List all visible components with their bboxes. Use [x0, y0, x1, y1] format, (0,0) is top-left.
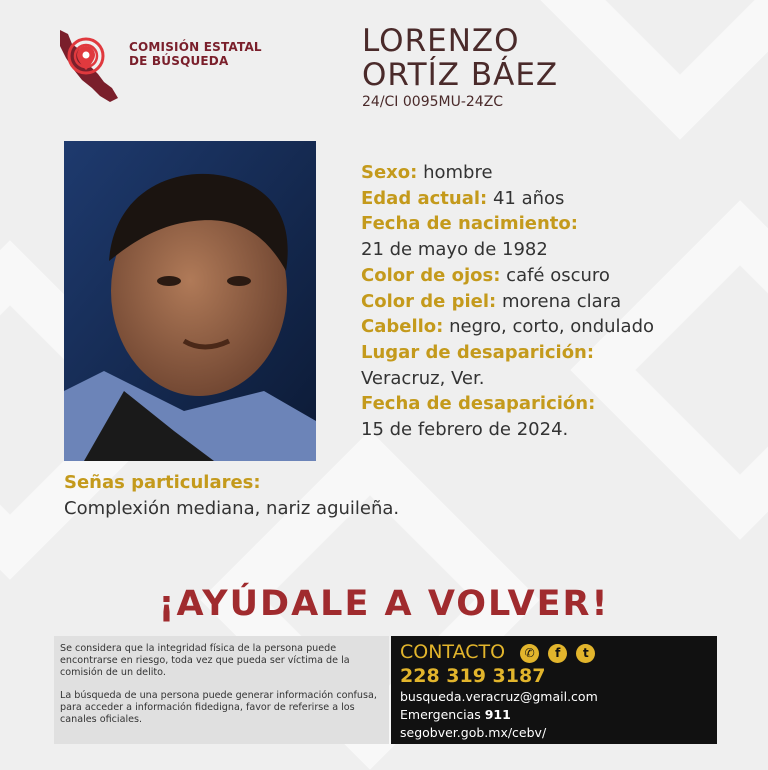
- detail-row: [361, 160, 761, 186]
- detail-label: Color de ojos:: [361, 264, 501, 286]
- detail-value: hombre: [423, 162, 493, 183]
- detail-row: [361, 289, 761, 315]
- person-last-name: ORTÍZ BÁEZ: [362, 57, 559, 93]
- detail-value: 21 de mayo de 1982: [361, 239, 548, 261]
- person-name: [362, 24, 558, 92]
- detail-label: Fecha de nacimiento:: [361, 213, 578, 235]
- headline: ¡AYÚDALE A VOLVER!: [158, 584, 610, 624]
- contact-phone[interactable]: 228 319 3187: [400, 665, 546, 687]
- case-id: 24/CI 0095MU-24ZC: [362, 94, 504, 110]
- disclaimer-box: [54, 636, 389, 744]
- veracruz-map-logo-icon: [52, 26, 122, 106]
- contact-title: CONTACTO: [400, 641, 506, 663]
- detail-label: Fecha de desaparición:: [361, 393, 596, 415]
- detail-row: [361, 237, 761, 263]
- person-photo: [64, 141, 316, 461]
- features-value: Complexión mediana, nariz aguileña.: [64, 498, 400, 519]
- detail-row: [361, 186, 761, 212]
- phone-icon[interactable]: ✆: [520, 644, 539, 663]
- detail-label: Edad actual:: [361, 187, 488, 209]
- detail-row: [361, 366, 761, 392]
- detail-row: [361, 417, 761, 443]
- agency-name: [129, 40, 262, 68]
- detail-row: [361, 391, 761, 417]
- emergency-number[interactable]: 911: [484, 707, 511, 722]
- distinguishing-features: [64, 470, 399, 522]
- features-label: Señas particulares:: [64, 472, 261, 493]
- detail-row: [361, 211, 761, 237]
- person-details: [361, 160, 761, 443]
- detail-row: [361, 263, 761, 289]
- detail-label: Lugar de desaparición:: [361, 341, 595, 363]
- detail-value: café oscuro: [506, 264, 610, 286]
- person-photo-image: [64, 141, 316, 461]
- contact-box: [391, 636, 717, 744]
- agency-name-line2: DE BÚSQUEDA: [129, 54, 229, 68]
- emergency-label: Emergencias: [400, 707, 481, 722]
- detail-value: 41 años: [492, 187, 565, 209]
- detail-value: Veracruz, Ver.: [361, 367, 485, 389]
- detail-row: [361, 340, 761, 366]
- emergency-line: [400, 706, 708, 724]
- detail-value: morena clara: [501, 290, 622, 312]
- detail-label: Color de piel:: [361, 290, 497, 312]
- detail-row: [361, 314, 761, 340]
- contact-email[interactable]: busqueda.veracruz@gmail.com: [400, 689, 598, 704]
- detail-value: 15 de febrero de 2024.: [361, 419, 569, 441]
- twitter-icon[interactable]: t: [576, 644, 595, 663]
- detail-label: Cabello:: [361, 316, 444, 338]
- disclaimer-paragraph-1: Se considera que la integridad física de la persona puede encontrarse en riesgo, toda vez que pueda ser víctima de la comisión de un delito.: [60, 643, 350, 679]
- detail-value: negro, corto, ondulado: [449, 316, 655, 338]
- social-icons: [520, 642, 599, 663]
- contact-website[interactable]: segobver.gob.mx/cebv/: [400, 725, 547, 740]
- detail-label: Sexo:: [361, 162, 418, 183]
- disclaimer-paragraph-2: La búsqueda de una persona puede generar información confusa, para acceder a información fidedigna, favor de referirse a los canales oficiales.: [60, 689, 377, 726]
- facebook-icon[interactable]: f: [548, 644, 567, 663]
- person-first-name: LORENZO: [362, 23, 520, 59]
- agency-logo: [52, 26, 262, 106]
- agency-name-line1: COMISIÓN ESTATAL: [129, 40, 262, 54]
